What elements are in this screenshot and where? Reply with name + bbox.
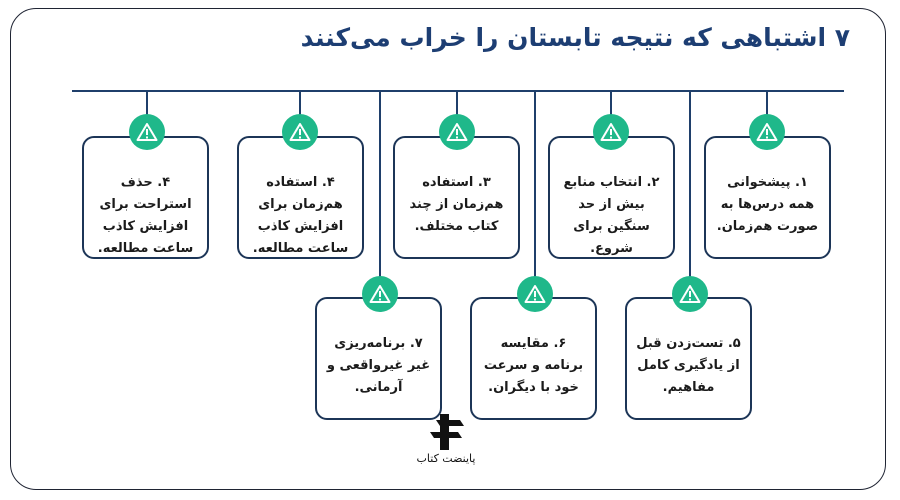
connector [689,91,691,286]
timeline-line [72,90,844,92]
card-text: ۶. مقایسه برنامه و سرعت خود با دیگران. [483,336,584,395]
card-3 [393,136,520,259]
connector [766,91,768,116]
connector [299,91,301,116]
warning-triangle-icon [282,114,318,150]
card-1 [704,136,831,259]
diagram-title: ۷ اشتباهی که نتیجه تابستان را خراب می‌کنند [300,23,850,52]
card-text: ۴. حذف استراحت برای افزایش کاذب ساعت مطالعه. [97,175,194,256]
warning-triangle-icon [672,276,708,312]
card-4a [237,136,364,259]
connector [379,91,381,286]
card-text: ۲. انتخاب منابع بیش از حد سنگین برای شروع. [563,175,660,256]
card-text: ۴. استفاده هم‌زمان برای افزایش کاذب ساعت مطالعه. [252,175,349,256]
warning-triangle-icon [439,114,475,150]
connector [610,91,612,116]
connector [146,91,148,116]
card-text: ۳. استفاده هم‌زمان از چند کتاب مختلف. [409,175,504,234]
card-text: ۵. تست‌زدن قبل از یادگیری کامل مفاهیم. [636,336,741,395]
connector [534,91,536,286]
card-6 [470,297,597,420]
warning-triangle-icon [362,276,398,312]
warning-triangle-icon [129,114,165,150]
warning-triangle-icon [749,114,785,150]
card-7 [315,297,442,420]
card-text: ۱. پیشخوانی همه درس‌ها به صورت هم‌زمان. [716,175,819,234]
warning-triangle-icon [517,276,553,312]
card-text: ۷. برنامه‌ریزی غیر غیرواقعی و آرمانی. [326,336,431,395]
warning-triangle-icon [593,114,629,150]
card-4b [82,136,209,259]
card-2 [548,136,675,259]
brand-name: پاینضت کتاب [416,452,476,465]
card-5 [625,297,752,420]
connector [456,91,458,116]
